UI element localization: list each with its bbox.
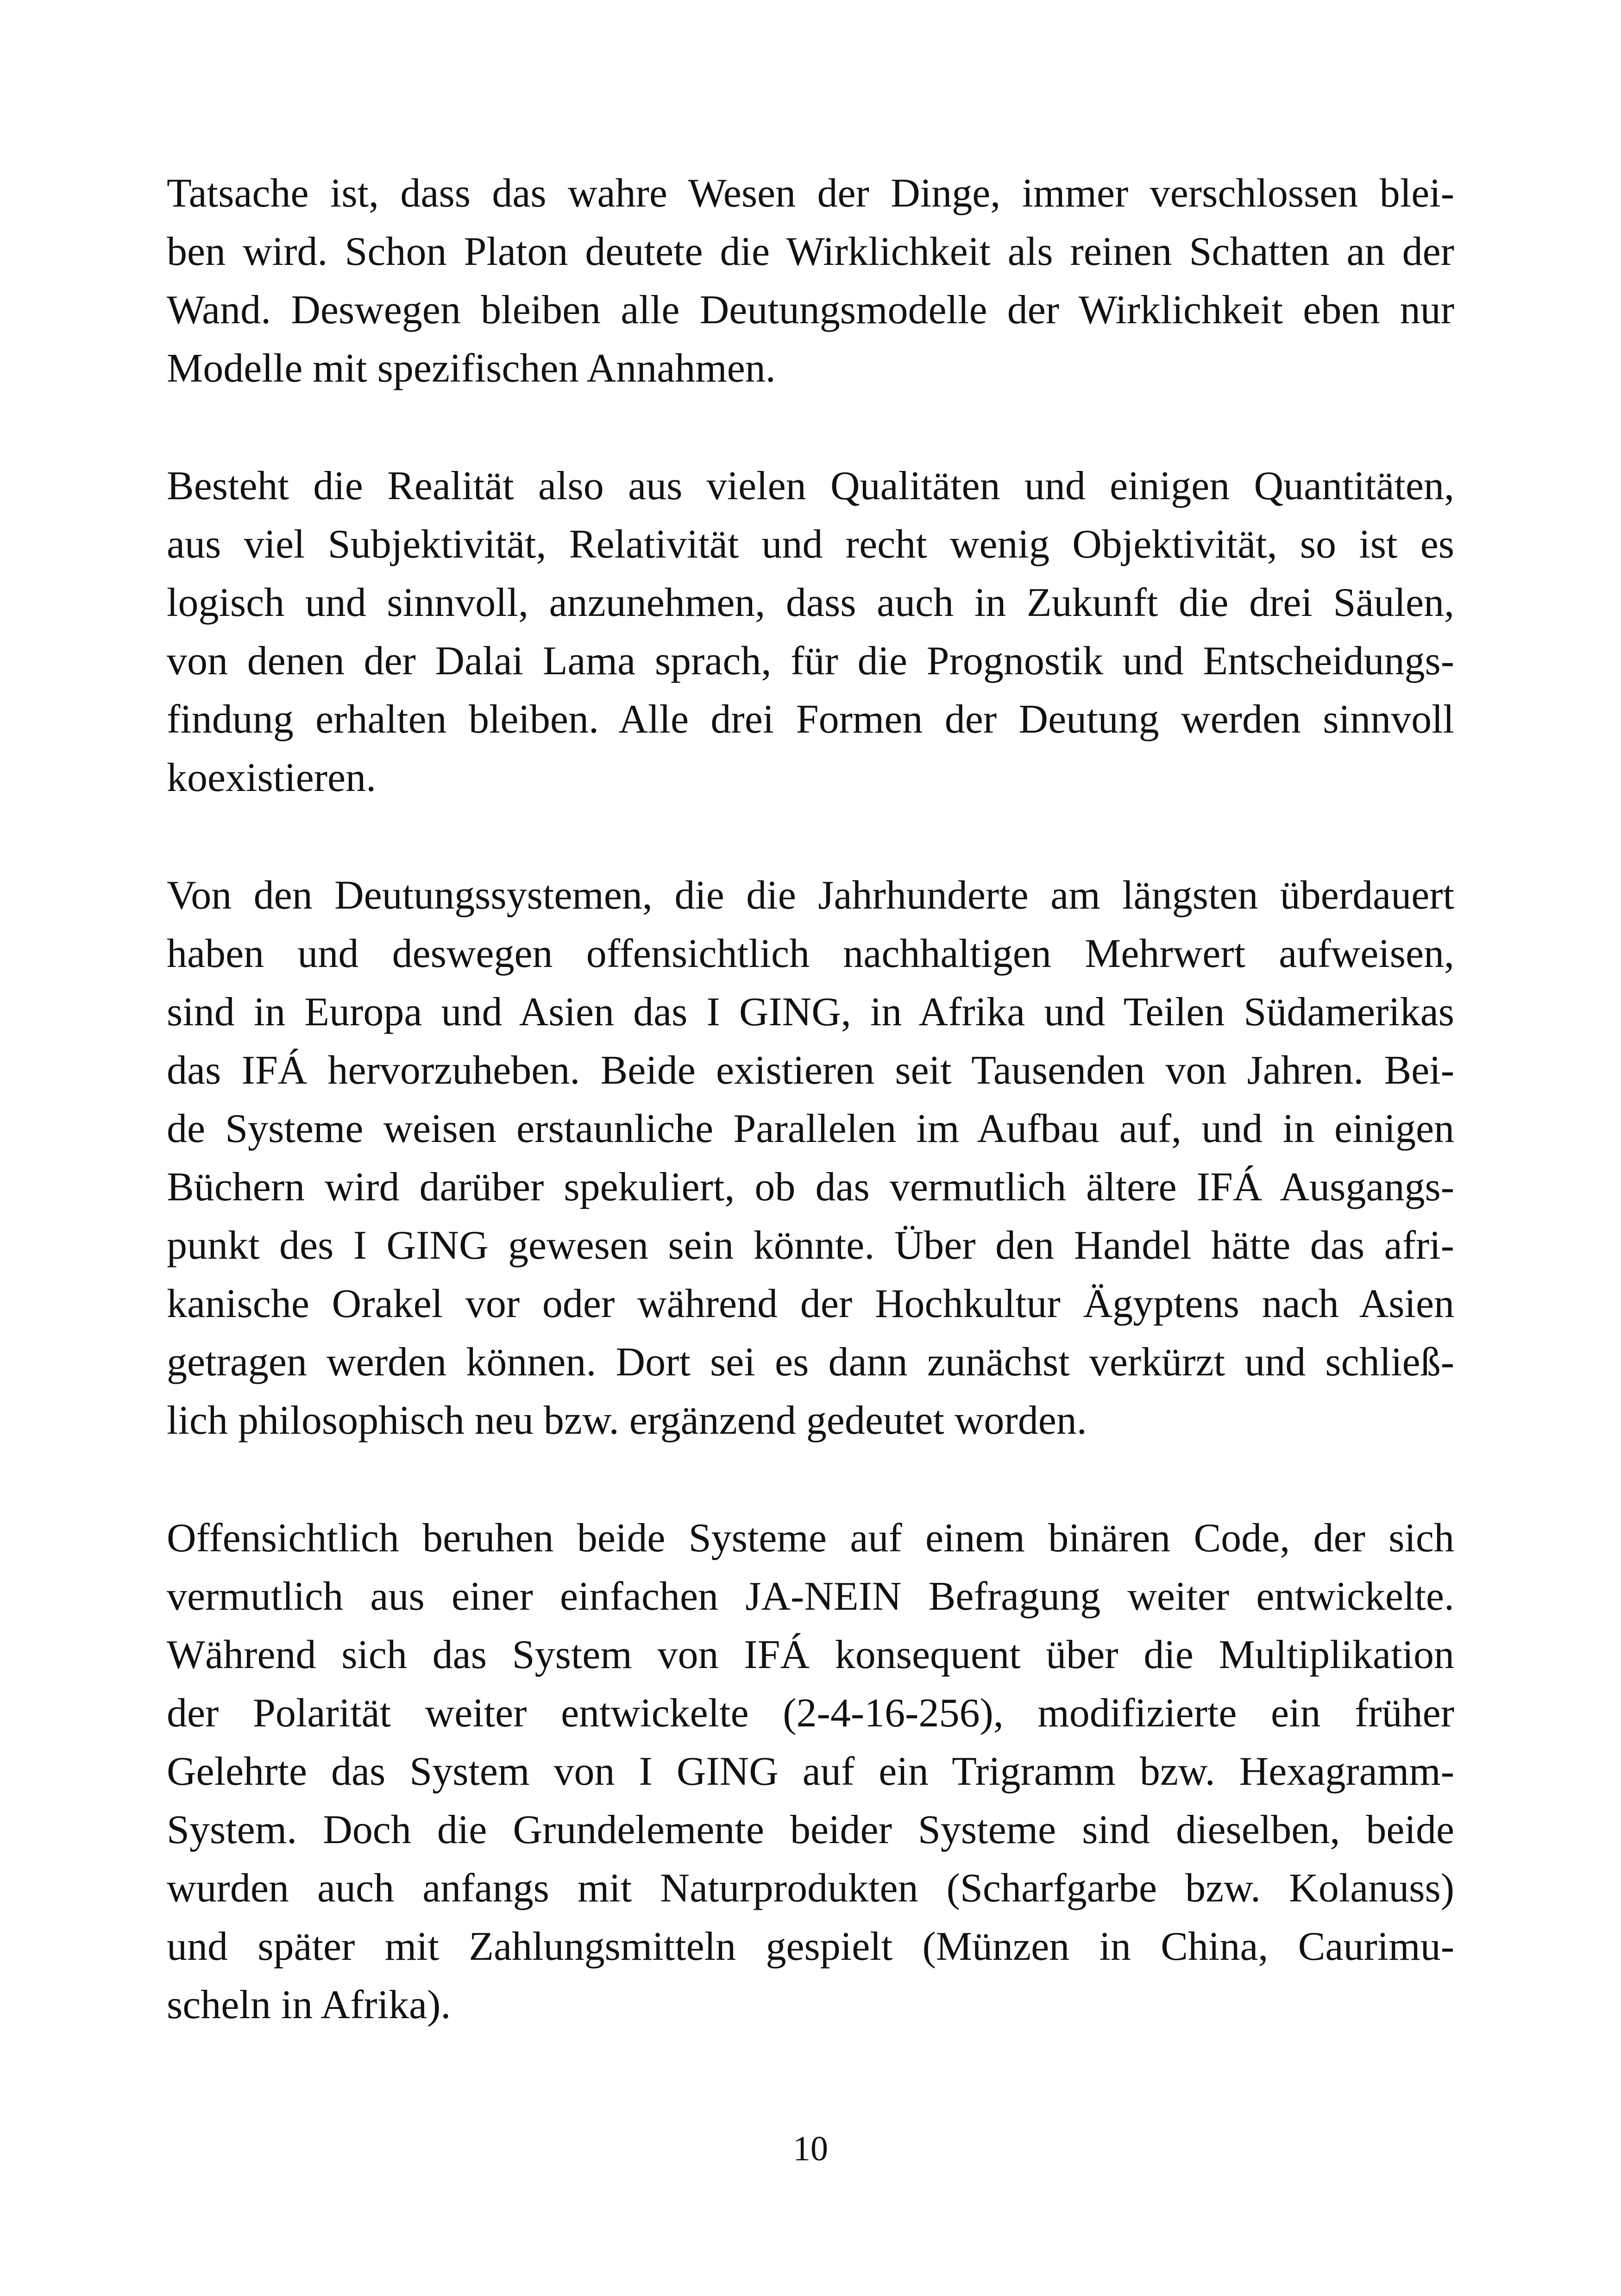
text-line: Während sich das System von IFÁ konsequent über die Multiplikation bbox=[167, 1632, 1454, 1677]
text-line: Tatsache ist, dass das wahre Wesen der Dinge, immer verschlossen blei- bbox=[167, 171, 1454, 216]
text-line: vermutlich aus einer einfachen JA-NEIN Befragung weiter entwickelte. bbox=[167, 1574, 1454, 1619]
paragraph bbox=[167, 164, 1454, 398]
body-text bbox=[167, 164, 1454, 2094]
text-line: sind in Europa und Asien das I GING, in Afrika und Teilen Südamerikas bbox=[167, 990, 1454, 1035]
text-line: lich philosophisch neu bzw. ergänzend gedeutet worden. bbox=[167, 1398, 1087, 1443]
text-line: wurden auch anfangs mit Naturprodukten (Scharfgarbe bzw. Kolanuss) bbox=[167, 1866, 1454, 1911]
text-line: Modelle mit spezifischen Annahmen. bbox=[167, 346, 776, 391]
text-line: punkt des I GING gewesen sein könnte. Über den Handel hätte das afri- bbox=[167, 1223, 1454, 1268]
text-line: haben und deswegen offensichtlich nachhaltigen Mehrwert aufweisen, bbox=[167, 931, 1454, 976]
text-line: Wand. Deswegen bleiben alle Deutungsmodelle der Wirklichkeit eben nur bbox=[167, 288, 1454, 332]
paragraph bbox=[167, 866, 1454, 1450]
text-line: de Systeme weisen erstaunliche Parallelen im Aufbau auf, und in einigen bbox=[167, 1106, 1454, 1151]
text-line: getragen werden können. Dort sei es dann zunächst verkürzt und schließ- bbox=[167, 1340, 1454, 1385]
text-line: ben wird. Schon Platon deutete die Wirklichkeit als reinen Schatten an der bbox=[167, 229, 1454, 274]
paragraph bbox=[167, 457, 1454, 807]
text-line: Gelehrte das System von I GING auf ein Trigramm bzw. Hexagramm- bbox=[167, 1749, 1454, 1794]
text-line: das IFÁ hervorzuheben. Beide existieren seit Tausenden von Jahren. Bei- bbox=[167, 1048, 1454, 1093]
text-line: Büchern wird darüber spekuliert, ob das vermutlich ältere IFÁ Ausgangs- bbox=[167, 1165, 1454, 1210]
page-number: 10 bbox=[793, 2129, 828, 2168]
text-line: und später mit Zahlungsmitteln gespielt (Münzen in China, Caurimu- bbox=[167, 1924, 1454, 1969]
text-line: scheln in Afrika). bbox=[167, 1982, 451, 2027]
text-line: kanische Orakel vor oder während der Hochkultur Ägyptens nach Asien bbox=[167, 1281, 1454, 1326]
text-line: Von den Deutungssystemen, die die Jahrhunderte am längsten überdauert bbox=[167, 873, 1454, 918]
text-line: Besteht die Realität also aus vielen Qualitäten und einigen Quantitäten, bbox=[167, 464, 1454, 508]
text-line: logisch und sinnvoll, anzunehmen, dass auch in Zukunft die drei Säulen, bbox=[167, 580, 1454, 625]
text-line: System. Doch die Grundelemente beider Systeme sind dieselben, beide bbox=[167, 1807, 1454, 1852]
text-line: Offensichtlich beruhen beide Systeme auf einem binären Code, der sich bbox=[167, 1516, 1454, 1561]
text-line: findung erhalten bleiben. Alle drei Formen der Deutung werden sinnvoll bbox=[167, 697, 1454, 742]
paragraph bbox=[167, 1509, 1454, 2034]
text-line: aus viel Subjektivität, Relativität und recht wenig Objektivität, so ist es bbox=[167, 522, 1454, 567]
text-line: der Polarität weiter entwickelte (2-4-16-256), modifizierte ein früher bbox=[167, 1691, 1454, 1736]
text-line: koexistieren. bbox=[167, 755, 377, 800]
text-line: von denen der Dalai Lama sprach, für die Prognostik und Entscheidungs- bbox=[167, 639, 1454, 684]
